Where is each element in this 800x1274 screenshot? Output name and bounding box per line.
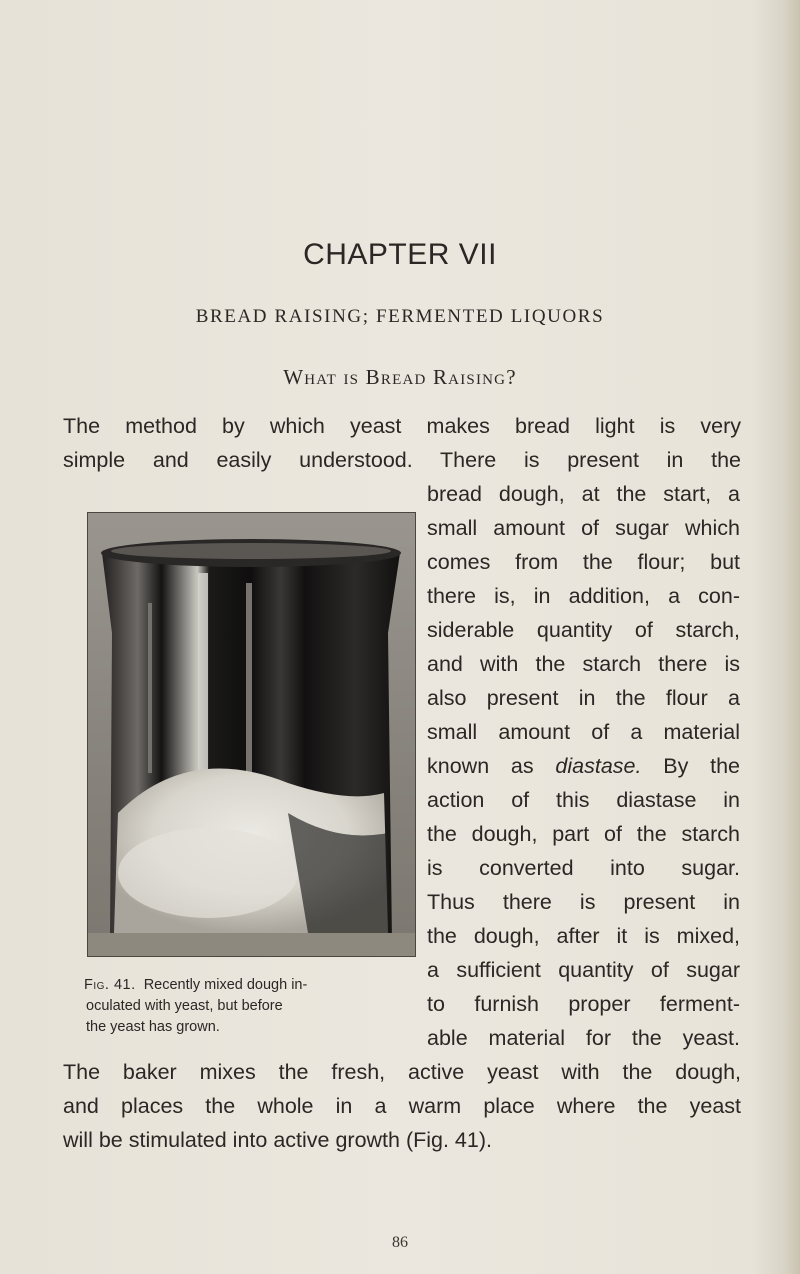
body-line: small amount of a material xyxy=(427,720,740,744)
figure-label: Fig. 41. xyxy=(84,977,136,993)
body-line: is converted into sugar. xyxy=(427,856,740,880)
body-line: bread dough, at the start, a xyxy=(427,482,740,506)
body-line: a sufficient quantity of sugar xyxy=(427,958,740,982)
caption-text: oculated with yeast, but before xyxy=(86,998,283,1014)
body-line: to furnish proper ferment- xyxy=(427,992,740,1016)
caption-text: the yeast has grown. xyxy=(86,1019,220,1035)
body-line: The method by which yeast makes bread light is very xyxy=(63,414,741,438)
body-line: siderable quantity of starch, xyxy=(427,618,740,642)
section-title: What is Bread Raising? xyxy=(283,365,517,389)
page-number: 86 xyxy=(392,1234,408,1251)
chapter-subtitle: BREAD RAISING; FERMENTED LIQUORS xyxy=(195,306,605,327)
body-line: will be stimulated into active growth (Fig. 41). xyxy=(63,1128,492,1152)
term-diastase: diastase. xyxy=(555,754,642,778)
body-line: Thus there is present in xyxy=(427,890,740,914)
body-line: simple and easily understood. There is present in the xyxy=(63,448,741,472)
body-text: By the xyxy=(663,754,740,778)
body-line: able material for the yeast. xyxy=(427,1026,740,1050)
body-line: also present in the flour a xyxy=(427,686,740,710)
body-line: there is, in addition, a con- xyxy=(427,584,740,608)
caption-text: Recently mixed dough in- xyxy=(143,977,308,993)
body-line: small amount of sugar which xyxy=(427,516,740,540)
body-line: the dough, part of the starch xyxy=(427,822,740,846)
body-line xyxy=(427,756,740,778)
body-line: The baker mixes the fresh, active yeast with the dough, xyxy=(63,1060,741,1084)
body-text: known as xyxy=(427,754,534,778)
body-line: the dough, after it is mixed, xyxy=(427,924,740,948)
body-line: and with the starch there is xyxy=(427,652,740,676)
chapter-title: CHAPTER VII xyxy=(303,238,497,271)
body-line: and places the whole in a warm place where the yeast xyxy=(63,1094,741,1118)
figure-caption xyxy=(84,975,424,1038)
body-line: action of this diastase in xyxy=(427,788,740,812)
dough-jar-photo xyxy=(88,513,415,956)
body-line: comes from the flour; but xyxy=(427,550,740,574)
figure-photo-dough-jar xyxy=(87,512,416,957)
